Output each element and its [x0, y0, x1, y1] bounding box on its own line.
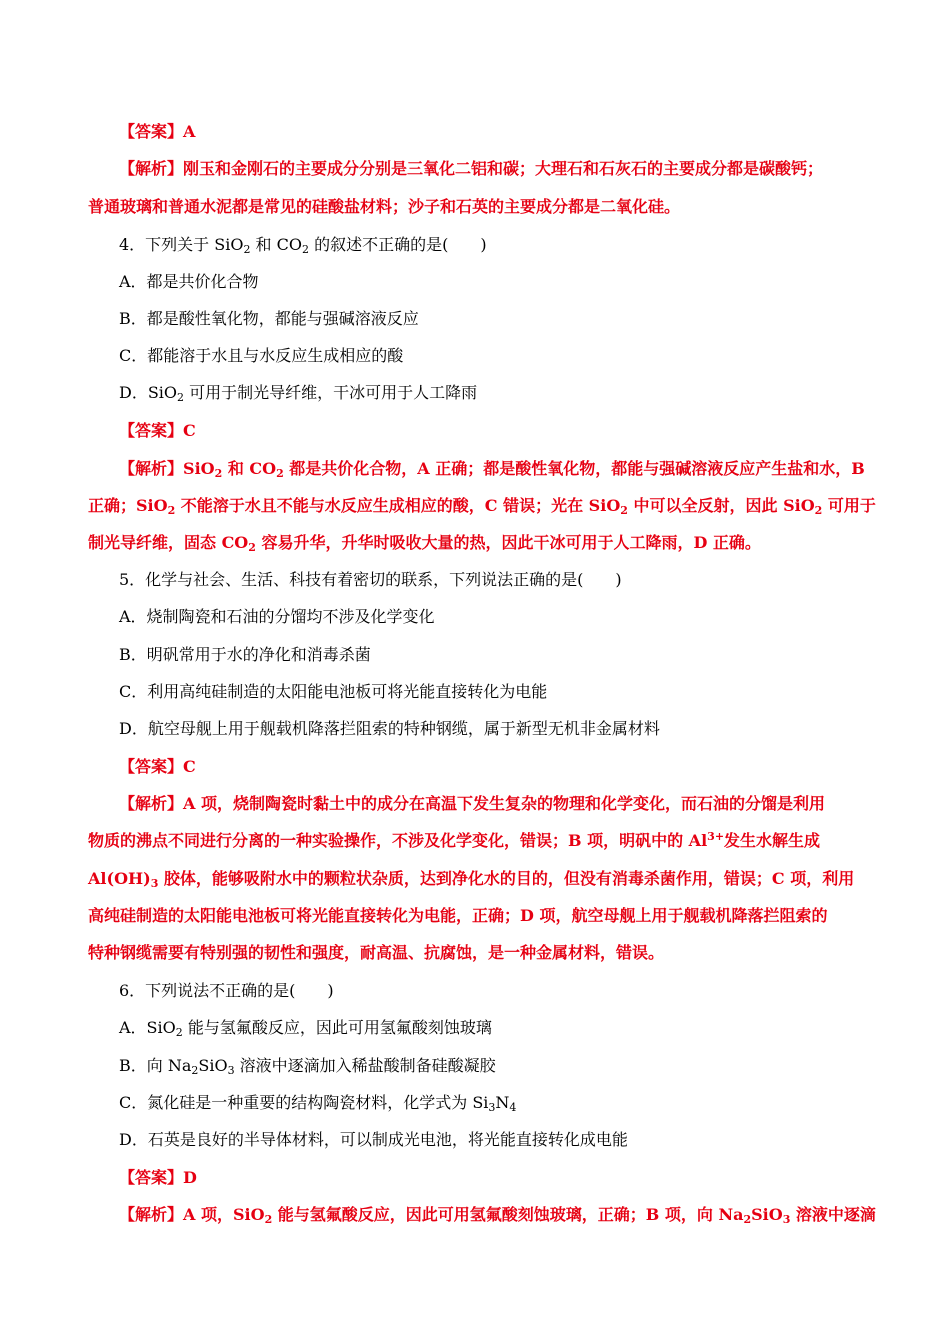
- question-5-option-a: A．烧制陶瓷和石油的分馏均不涉及化学变化: [119, 607, 435, 626]
- question-5-option-d: D．航空母舰上用于舰载机降落拦阻索的特种钢缆，属于新型无机非金属材料: [119, 719, 660, 738]
- question-6-option-a: A．SiO$_2$ 能与氢氟酸反应，因此可用氢氟酸刻蚀玻璃: [119, 1018, 492, 1039]
- question-4-option-d: D．SiO$_2$ 可用于制光导纤维，干冰可用于人工降雨: [119, 383, 478, 404]
- explanation-5-line-1: 【解析】A 项，烧制陶瓷时黏土中的成分在高温下发生复杂的物理和化学变化，而石油的分馏是利用: [119, 794, 826, 813]
- question-4-option-a: A．都是共价化合物: [119, 272, 259, 291]
- explanation-5-line-2: 物质的沸点不同进行分离的一种实验操作，不涉及化学变化，错误；B 项，明矾中的 $Al^{3+}$发生水解生成: [88, 830, 821, 850]
- answer-5: 【答案】C: [119, 757, 196, 776]
- answer-3: 【答案】A: [119, 122, 196, 141]
- explanation-6-line-1: 【解析】A 项，SiO$_2$ 能与氢氟酸反应，因此可用氢氟酸刻蚀玻璃，正确；B 项，向 $Na_2SiO_3$ 溶液中逐滴: [119, 1205, 876, 1226]
- explanation-5-line-3: $Al(OH)_3$ 胶体，能够吸附水中的颗粒状杂质，达到净化水的目的，但没有消毒杀菌作用，错误；C 项，利用: [88, 869, 855, 890]
- question-5-option-c: C．利用高纯硅制造的太阳能电池板可将光能直接转化为电能: [119, 682, 548, 701]
- explanation-4-line-1: 【解析】SiO$_2$ 和 $CO_2$ 都是共价化合物，A 正确；都是酸性氧化物，都能与强碱溶液反应产生盐和水，B: [119, 459, 865, 480]
- question-5-option-b: B．明矾常用于水的净化和消毒杀菌: [119, 645, 371, 664]
- explanation-4-line-3: 制光导纤维，固态 $CO_2$ 容易升华，升华时吸收大量的热，因此干冰可用于人工降雨，D 正确。: [88, 533, 761, 554]
- question-6-option-c: C．氮化硅是一种重要的结构陶瓷材料，化学式为 $Si_3N_4$: [119, 1093, 517, 1114]
- question-5-stem: 5．化学与社会、生活、科技有着密切的联系，下列说法正确的是( ): [119, 570, 622, 589]
- explanation-4-line-2: 正确；SiO$_2$ 不能溶于水且不能与水反应生成相应的酸，C 错误；光在 SiO$_2$ 中可以全反射，因此 SiO$_2$ 可用于: [88, 496, 876, 517]
- answer-4: 【答案】C: [119, 421, 196, 440]
- question-6-option-b: B．向 $Na_2SiO_3$ 溶液中逐滴加入稀盐酸制备硅酸凝胶: [119, 1056, 496, 1077]
- question-6-stem: 6．下列说法不正确的是( ): [119, 981, 334, 1000]
- answer-6: 【答案】D: [119, 1168, 197, 1187]
- explanation-3-line-1: 【解析】刚玉和金刚石的主要成分分别是三氧化二铝和碳；大理石和石灰石的主要成分都是碳酸钙；: [119, 159, 824, 178]
- explanation-3-line-2: 普通玻璃和普通水泥都是常见的硅酸盐材料；沙子和石英的主要成分都是二氧化硅。: [88, 197, 681, 216]
- question-6-option-d: D．石英是良好的半导体材料，可以制成光电池，将光能直接转化成电能: [119, 1130, 628, 1149]
- question-4-stem: 4．下列关于 SiO$_2$ 和 $CO_2$ 的叙述不正确的是( ): [119, 235, 487, 256]
- question-4-option-b: B．都是酸性氧化物，都能与强碱溶液反应: [119, 309, 419, 328]
- explanation-5-line-4: 高纯硅制造的太阳能电池板可将光能直接转化为电能，正确；D 项，航空母舰上用于舰载机降落拦阻索的: [88, 906, 828, 925]
- question-4-option-c: C．都能溶于水且与水反应生成相应的酸: [119, 346, 404, 365]
- explanation-5-line-5: 特种钢缆需要有特别强的韧性和强度，耐高温、抗腐蚀，是一种金属材料，错误。: [88, 943, 665, 962]
